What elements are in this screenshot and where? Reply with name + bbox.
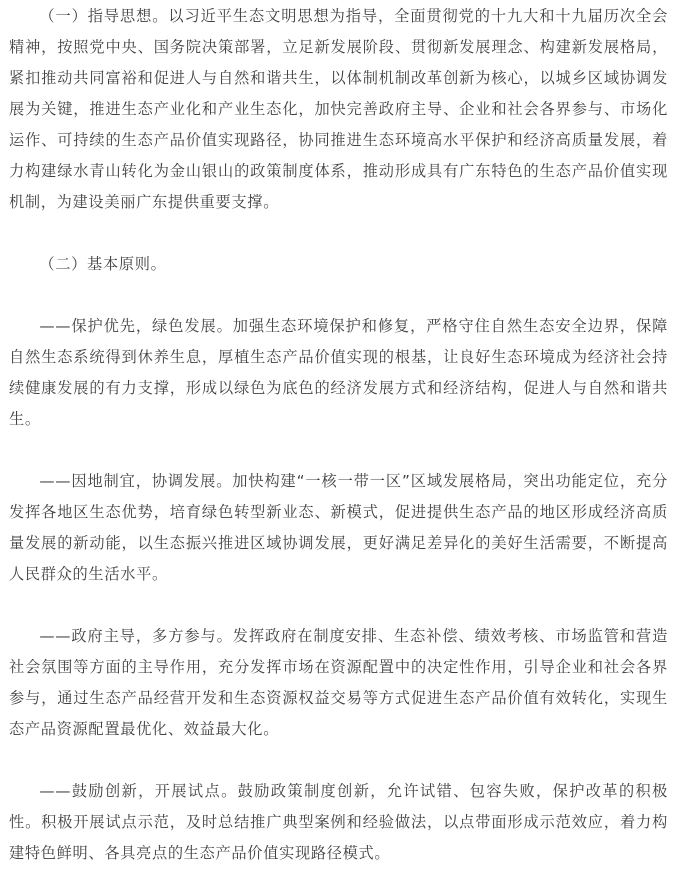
paragraph-gap	[9, 590, 668, 621]
paragraph-government-led: ——政府主导，多方参与。发挥政府在制度安排、生态补偿、绩效考核、市场监管和营造社会氛围等方面的主导作用，充分发挥市场在资源配置中的决定性作用，引导企业和社会各界参与，通过生态产品经营开发和生态资源权益交易等方式促进生态产品价值有效转化，实现生态产品资源配置最优化、效益最大化。	[9, 627, 668, 738]
paragraph-guiding-ideology: （一）指导思想。以习近平生态文明思想为指导，全面贯彻党的十九大和十九届历次全会精神，按照党中央、国务院决策部署，立足新发展阶段、贯彻新发展理念、构建新发展格局，紧扣推动共同富裕和促进人与自然和谐共生，以体制机制改革创新为核心，以城乡区域协调发展为关键，推进生态产业化和产业生态化，加快完善政府主导、企业和社会各界参与、市场化运作、可持续的生态产品价值实现路径，协同推进生态环境高水平保护和经济高质量发展，着力构建绿水青山转化为金山银山的政策制度体系，推动形成具有广东特色的生态产品价值实现机制，为建设美丽广东提供重要支撑。	[9, 7, 668, 211]
paragraph-gap	[9, 745, 668, 776]
heading-basic-principles: （二）基本原则。	[39, 255, 167, 273]
paragraph-gap	[9, 280, 668, 311]
paragraph-encourage-innovation: ——鼓励创新，开展试点。鼓励政策制度创新，允许试错、包容失败，保护改革的积极性。积极开展试点示范，及时总结推广典型案例和经验做法，以点带面形成示范效应，着力构建特色鲜明、各具亮点的生态产品价值实现路径模式。	[9, 782, 668, 862]
paragraph-gap	[9, 218, 668, 249]
paragraph-protection-first: ——保护优先，绿色发展。加强生态环境保护和修复，严格守住自然生态安全边界，保障自然生态系统得到休养生息，厚植生态产品价值实现的根基，让良好生态环境成为经济社会持续健康发展的有力支撑，形成以绿色为底色的经济发展方式和经济结构，促进人与自然和谐共生。	[9, 317, 668, 428]
paragraph-local-conditions: ——因地制宜，协调发展。加快构建“一核一带一区”区域发展格局，突出功能定位，充分发挥各地区生态优势，培育绿色转型新业态、新模式，促进提供生态产品的地区形成经济高质量发展的新动能，以生态振兴推进区域协调发展，更好满足差异化的美好生活需要，不断提高人民群众的生活水平。	[9, 472, 668, 583]
paragraph-gap	[9, 435, 668, 466]
